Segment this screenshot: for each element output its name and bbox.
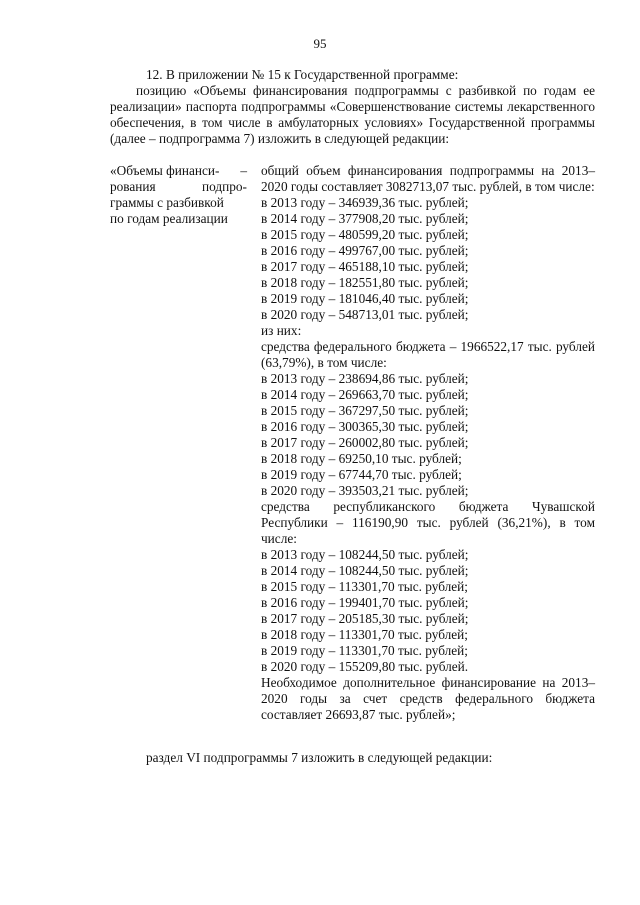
left-cell-text: подпро- [202, 179, 247, 194]
year-line: в 2018 году – 113301,70 тыс. рублей; [261, 627, 468, 642]
item-heading: 12. В приложении № 15 к Государственной программе: [146, 67, 459, 82]
year-line: в 2016 году – 300365,30 тыс. рублей; [261, 419, 469, 434]
year-line: в 2016 году – 199401,70 тыс. рублей; [261, 595, 469, 610]
table-left-cell [110, 163, 247, 227]
year-line: в 2018 году – 182551,80 тыс. рублей; [261, 275, 469, 290]
left-cell-dash: – [240, 163, 247, 178]
of-them-label: из них: [261, 323, 302, 338]
year-line: в 2020 году – 548713,01 тыс. рублей; [261, 307, 469, 322]
intro-text: позицию «Объемы финансирования подпрограммы с разбивкой по годам ее реализации» паспорта подпрограммы «Совершенствование системы лекарственного обеспечения, в том числе в амбулаторных условиях» Государственной программы (далее – подпрограмма 7) изложить в следующей редакции: [110, 83, 595, 146]
federal-budget: средства федерального бюджета – 1966522,17 тыс. рублей (63,79%), в том числе: [261, 339, 595, 370]
year-line: в 2015 году – 367297,50 тыс. рублей; [261, 403, 469, 418]
year-line: в 2015 году – 113301,70 тыс. рублей; [261, 579, 468, 594]
left-cell-line [110, 179, 247, 195]
closing-paragraph: раздел VI подпрограммы 7 изложить в следующей редакции: [146, 750, 493, 765]
year-line: в 2017 году – 260002,80 тыс. рублей; [261, 435, 469, 450]
left-cell-text: «Объемы финанси- [110, 163, 220, 178]
year-line: в 2018 году – 69250,10 тыс. рублей; [261, 451, 462, 466]
year-line: в 2020 году – 155209,80 тыс. рублей. [261, 659, 469, 674]
left-cell-text: рования [110, 179, 156, 194]
year-line: в 2017 году – 465188,10 тыс. рублей; [261, 259, 469, 274]
year-line: в 2014 году – 108244,50 тыс. рублей; [261, 563, 469, 578]
year-line: в 2013 году – 346939,36 тыс. рублей; [261, 195, 469, 210]
page-number: 95 [313, 36, 327, 51]
year-line: в 2016 году – 499767,00 тыс. рублей; [261, 243, 469, 258]
year-line: в 2015 году – 480599,20 тыс. рублей; [261, 227, 469, 242]
table-right-cell [261, 163, 595, 723]
year-line: в 2019 году – 113301,70 тыс. рублей; [261, 643, 468, 658]
left-cell-line: граммы с разбивкой [110, 195, 224, 210]
year-line: в 2020 году – 393503,21 тыс. рублей; [261, 483, 469, 498]
left-cell-line [110, 163, 247, 179]
year-line: в 2013 году – 108244,50 тыс. рублей; [261, 547, 469, 562]
year-line: в 2013 году – 238694,86 тыс. рублей; [261, 371, 469, 386]
year-line: в 2014 году – 269663,70 тыс. рублей; [261, 387, 469, 402]
year-line: в 2014 году – 377908,20 тыс. рублей; [261, 211, 469, 226]
republic-budget: средства республиканского бюджета Чувашской Республики – 116190,90 тыс. рублей (36,21%), в том числе: [261, 499, 595, 546]
year-line: в 2017 году – 205185,30 тыс. рублей; [261, 611, 469, 626]
total-financing: общий объем финансирования подпрограммы на 2013–2020 годы составляет 3082713,07 тыс. рублей, в том числе: [261, 163, 595, 194]
additional-financing: Необходимое дополнительное финансирование на 2013–2020 годы за счет средств федерального бюджета составляет 26693,87 тыс. рублей»; [261, 675, 595, 722]
year-line: в 2019 году – 181046,40 тыс. рублей; [261, 291, 469, 306]
intro-paragraph [110, 83, 595, 147]
left-cell-line: по годам реализации [110, 211, 228, 226]
year-line: в 2019 году – 67744,70 тыс. рублей; [261, 467, 462, 482]
